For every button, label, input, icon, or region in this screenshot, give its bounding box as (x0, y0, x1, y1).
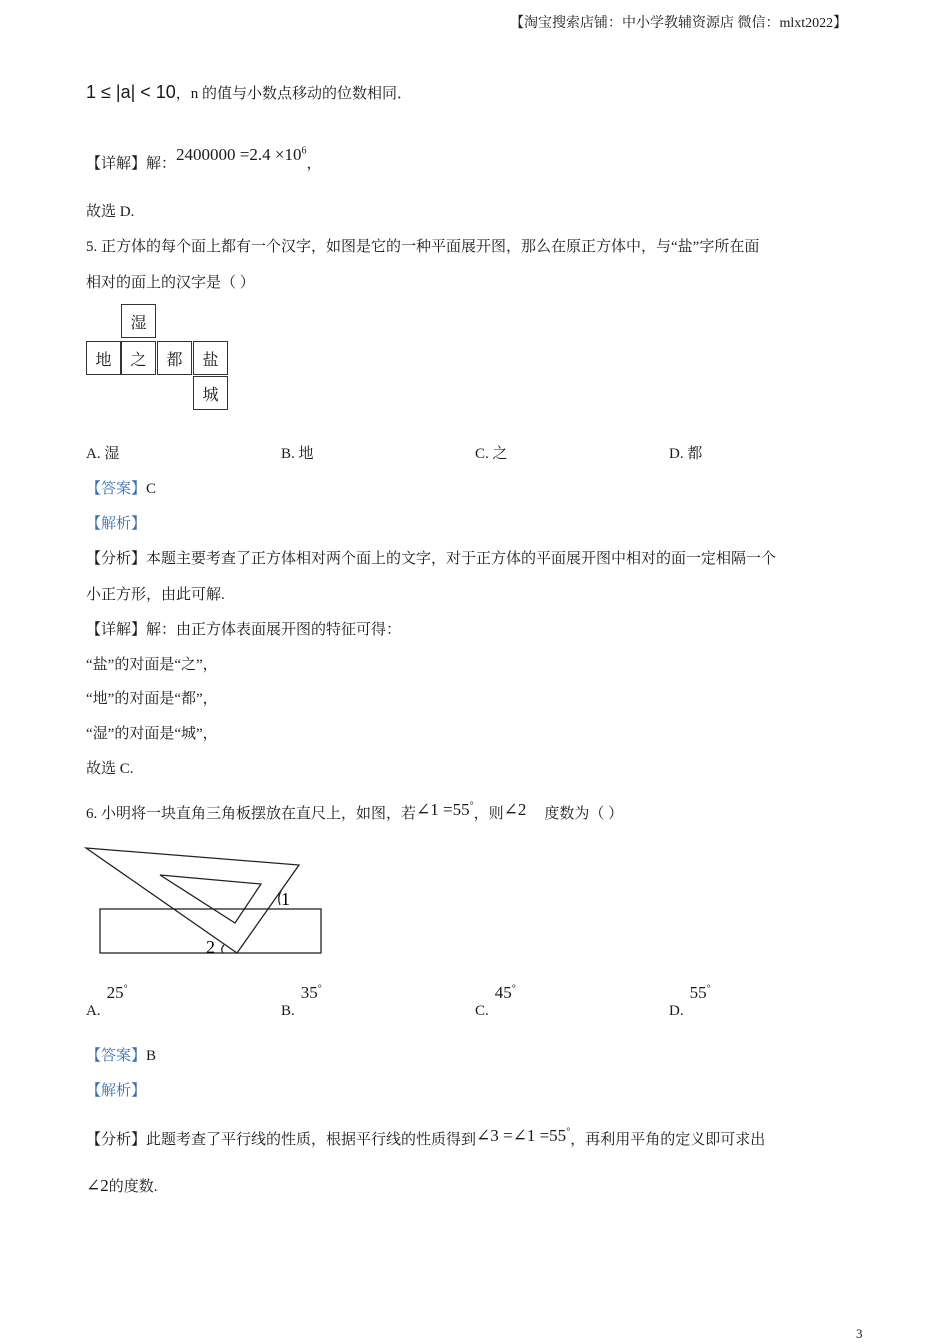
triangle-outer (86, 848, 299, 953)
q6-option-a-degree: ° (123, 983, 128, 995)
q6-stem-angle: ∠1 =55 (416, 800, 470, 819)
q5-answer-line (86, 479, 156, 499)
q6-analysis-degree: ° (566, 1126, 571, 1138)
net-cell-top: 湿 (121, 304, 156, 338)
q6-analysis-line2-text: 的度数. (108, 1179, 158, 1195)
q6-analysis-line2 (86, 1176, 158, 1197)
q6-option-c-degree: ° (511, 983, 516, 995)
ruler-triangle-figure (84, 843, 329, 963)
q6-option-d-degree: ° (706, 983, 711, 995)
q6-stem-c: 度数为（ ） (544, 806, 624, 822)
q6-analysis-b: ，再利用平角的定义即可求出 (570, 1132, 766, 1148)
net-cell-3: 都 (157, 341, 192, 375)
q5-answer-tag: 【答案】 (86, 481, 147, 497)
q4-detail-comma: ， (306, 156, 322, 172)
q6-stem-a: 6. 小明将一块直角三角板摆放在直尺上，如图，若 (86, 806, 417, 822)
q6-stem (86, 800, 623, 821)
q6-option-a-value: 25 (106, 983, 124, 1002)
net-cell-1: 地 (86, 341, 121, 375)
q4-detail-line (86, 145, 322, 172)
fig-label-2: 2 (206, 937, 215, 957)
q6-analysis-formula: ∠3 =∠1 =55 (476, 1126, 567, 1145)
q5-stem-line1: 5. 正方体的每个面上都有一个汉字，如图是它的一种平面展开图，那么在原正方体中，与“盐”字所在面 (86, 239, 760, 255)
q5-analysis-line1: 【分析】本题主要考查了正方体相对两个面上的文字，对于正方体的平面展开图中相对的面一定相隔一个 (86, 551, 777, 567)
q6-option-c-value: 45 (494, 983, 512, 1002)
page-number: 3 (856, 1326, 863, 1341)
q6-analysis-angle2: ∠2 (86, 1176, 109, 1195)
angle2-arc (222, 945, 224, 953)
q5-option-b: B. 地 (281, 446, 314, 462)
q6-stem-degree: ° (469, 800, 474, 812)
q5-detail3: “地”的对面是“都”， (86, 691, 218, 707)
header-watermark: 【淘宝搜索店铺：中小学教辅资源店 微信：mlxt2022】 (510, 16, 848, 31)
q4-detail-formula: 2400000 =2.4 ×10 (176, 145, 302, 164)
q6-option-b (281, 983, 322, 1019)
q5-analysis-tag: 【解析】 (86, 516, 147, 532)
q6-answer-line (86, 1046, 156, 1066)
q6-option-b-value: 35 (300, 983, 318, 1002)
q4-formula-line (86, 82, 412, 104)
q6-option-a (86, 983, 128, 1019)
q4-detail-exponent: 6 (301, 145, 307, 157)
q6-option-d-value: 55 (689, 983, 707, 1002)
q5-detail2: “盐”的对面是“之”， (86, 657, 218, 673)
q5-conclusion: 故选 C. (86, 761, 134, 777)
q6-answer-tag: 【答案】 (86, 1048, 147, 1064)
q5-detail1: 【详解】解：由正方体表面展开图的特征可得： (86, 622, 402, 638)
cube-net-figure (86, 304, 231, 412)
q6-option-d (669, 983, 711, 1019)
q6-answer: B (146, 1048, 157, 1064)
net-cell-2: 之 (121, 341, 156, 375)
q5-stem-line2: 相对的面上的汉字是（ ） (86, 275, 255, 291)
q5-answer: C (146, 481, 157, 497)
q5-detail4: “湿”的对面是“城”， (86, 726, 218, 742)
q5-option-a: A. 湿 (86, 446, 120, 462)
q4-conclusion: 故选 D. (86, 204, 135, 220)
q6-stem-b: ，则 (473, 806, 504, 822)
q6-option-a-letter: A. (86, 1003, 101, 1019)
q6-analysis-line1 (86, 1126, 765, 1147)
q6-analysis-tag: 【解析】 (86, 1083, 147, 1099)
q5-analysis-line2: 小正方形，由此可解. (86, 587, 225, 603)
fig-label-1: 1 (281, 889, 290, 909)
q4-text: ，n 的值与小数点移动的位数相同． (175, 86, 413, 102)
q6-option-c (475, 983, 516, 1019)
q6-stem-angle2: ∠2 (503, 800, 527, 819)
q5-option-c: C. 之 (475, 446, 508, 462)
q4-abs-formula: 1 ≤ |a| < 10 (86, 82, 176, 102)
triangle-inner (160, 875, 261, 923)
q4-detail-label: 【详解】解： (86, 156, 177, 172)
q6-option-d-letter: D. (669, 1003, 684, 1019)
q6-option-b-letter: B. (281, 1003, 295, 1019)
q6-analysis-a: 【分析】此题考查了平行线的性质，根据平行线的性质得到 (86, 1132, 477, 1148)
q5-option-d: D. 都 (669, 446, 703, 462)
q6-option-c-letter: C. (475, 1003, 489, 1019)
net-cell-bottom: 城 (193, 376, 228, 410)
net-cell-4: 盐 (193, 341, 228, 375)
q6-option-b-degree: ° (317, 983, 322, 995)
